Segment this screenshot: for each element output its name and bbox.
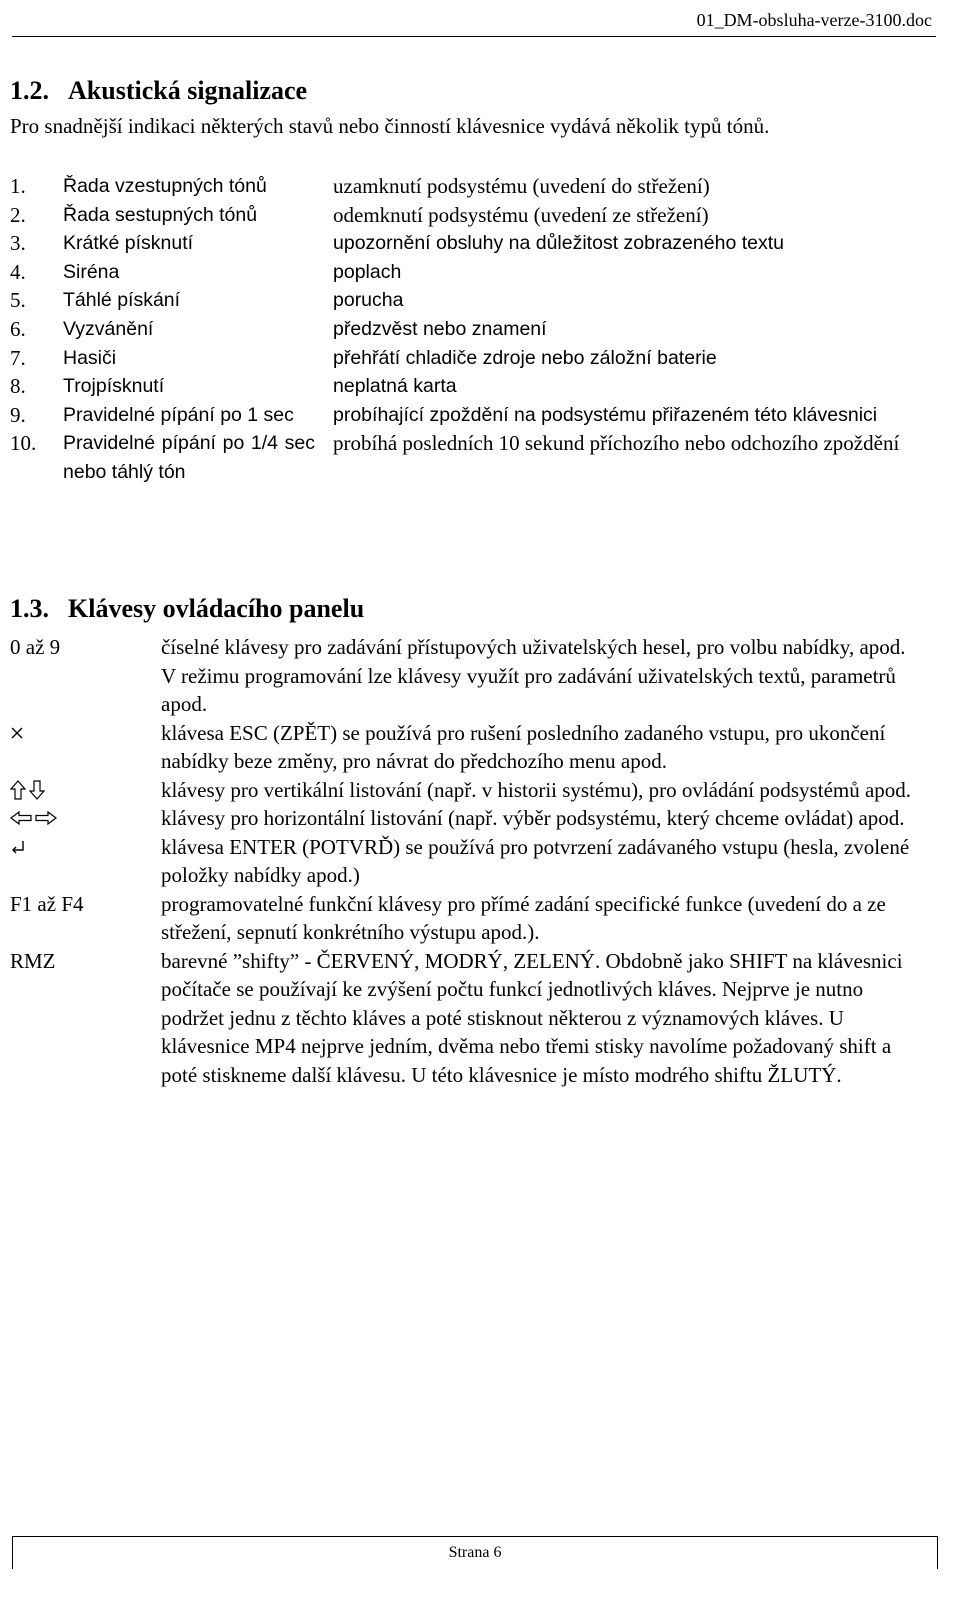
section-title-keys <box>10 594 364 624</box>
list-item <box>10 286 932 315</box>
item-number: 6. <box>10 316 26 341</box>
tone-name: Táhlé pískání <box>63 289 181 312</box>
item-number: 5. <box>10 288 26 313</box>
key-description: klávesa ESC (ZPĚT) se používá pro rušení posledního zadaného vstupu, pro ukončení nabídky beze změny, pro návrat do předchozího menu apod. <box>161 720 886 773</box>
tone-name: Řada vzestupných tónů <box>63 175 267 197</box>
tone-meaning: probíhá posledních 10 sekund příchozího nebo odchozího zpoždění <box>333 431 900 456</box>
list-item <box>10 172 932 201</box>
list-item <box>10 633 932 719</box>
arrow-up-icon <box>10 780 26 800</box>
arrow-right-icon <box>35 811 57 825</box>
tone-name: Siréna <box>63 260 120 283</box>
arrow-down-icon <box>29 780 45 800</box>
list-item <box>10 201 932 230</box>
list-item <box>10 258 932 287</box>
item-number: 9. <box>10 402 26 427</box>
tone-meaning: porucha <box>333 289 404 312</box>
page-footer <box>12 1536 938 1569</box>
page-number: Strana 6 <box>448 1544 502 1561</box>
item-number: 7. <box>10 345 26 370</box>
tone-meaning: předzvěst nebo znamení <box>333 317 547 340</box>
tone-meaning: poplach <box>333 260 402 283</box>
tone-name: Trojpísknutí <box>63 375 165 398</box>
section-title-text: Klávesy ovládacího panelu <box>68 594 365 623</box>
key-description: klávesy pro vertikální listování (např. v historii systému), pro ovládání podsystémů apod. <box>161 777 912 802</box>
section-title-text: Akustická signalizace <box>68 76 308 105</box>
list-item <box>10 401 932 430</box>
section-number: 1.3. <box>10 594 49 623</box>
key-label: F1 až F4 <box>10 891 84 916</box>
tone-name: Vyzvánění <box>63 317 154 340</box>
key-description: barevné ”shifty” - ČERVENÝ, MODRÝ, ZELENÝ. Obdobně jako SHIFT na klávesnici počítače se používají ke zvýšení počtu funkcí jednotlivých kláves. Nejprve je nutno podržet jednu z těchto kláves a poté stisknout některou z významových kláves. U klávesnice MP4 nejprve jedním, dvěma nebo třemi stisky navolíme požadovaný shift a poté stiskneme další klávesu. U této klávesnice je místo modrého shiftu ŽLUTÝ. <box>161 948 903 1087</box>
tone-meaning: probíhající zpoždění na podsystému přiřazeném této klávesnici <box>333 403 878 426</box>
list-item <box>10 776 932 805</box>
tone-meaning: neplatná karta <box>333 375 457 398</box>
list-item <box>10 344 932 373</box>
item-number: 1. <box>10 174 26 198</box>
enter-key <box>10 833 160 863</box>
key-label: 0 až 9 <box>10 635 61 659</box>
list-item <box>10 372 932 401</box>
tone-meaning: přehřátí chladiče zdroje nebo záložní baterie <box>333 346 717 369</box>
key-label: RMZ <box>10 948 56 973</box>
list-item <box>10 429 932 486</box>
tone-name: Hasiči <box>63 346 117 369</box>
item-number: 8. <box>10 374 26 399</box>
tone-list <box>10 172 932 487</box>
tone-meaning: odemknutí podsystému (uvedení ze střežení) <box>333 202 709 227</box>
list-item <box>10 229 932 258</box>
document-filename: 01_DM-obsluha-verze-3100.doc <box>696 10 932 30</box>
list-item <box>10 719 932 776</box>
key-description: klávesa ENTER (POTVRĎ) se používá pro potvrzení zadávaného vstupu (hesla, zvolené položky nabídky apod.) <box>161 834 910 887</box>
list-item <box>10 315 932 344</box>
list-item <box>10 947 932 1090</box>
tone-name: Řada sestupných tónů <box>63 203 258 226</box>
key-description: číselné klávesy pro zadávání přístupových uživatelských hesel, pro volbu nabídky, apod. V režimu programování lze klávesy využít pro zadávání uživatelských textů, parametrů apod. <box>161 635 906 716</box>
item-number: 10. <box>10 431 37 456</box>
item-number: 4. <box>10 259 26 284</box>
section-title-acoustic <box>10 76 307 106</box>
list-item <box>10 804 932 833</box>
tone-name: Krátké písknutí <box>63 232 194 255</box>
arrow-left-icon <box>10 811 32 825</box>
esc-key <box>10 719 160 748</box>
section-number: 1.2. <box>10 76 49 105</box>
key-list <box>10 633 932 1089</box>
tone-name: Pravidelné pípání po 1/4 sec nebo táhlý tón <box>63 432 315 483</box>
vertical-arrow-keys <box>10 776 160 808</box>
item-number: 2. <box>10 202 26 227</box>
page-header <box>12 6 936 37</box>
tone-meaning: uzamknutí podsystému (uvedení do střežení) <box>333 174 710 198</box>
section-intro: Pro snadnější indikaci některých stavů nebo činností klávesnice vydává několik typů tónů. <box>10 114 770 138</box>
enter-icon <box>10 839 26 855</box>
horizontal-arrow-keys <box>10 804 160 833</box>
list-item <box>10 833 932 890</box>
tone-name: Pravidelné pípání po 1 sec <box>63 403 294 426</box>
times-icon <box>10 726 24 740</box>
item-number: 3. <box>10 231 26 256</box>
tone-meaning: upozornění obsluhy na důležitost zobrazeného textu <box>333 232 784 255</box>
list-item <box>10 890 932 947</box>
key-description: programovatelné funkční klávesy pro přímé zadání specifické funkce (uvedení do a ze střežení, sepnutí konkrétního výstupu apod.). <box>161 891 886 944</box>
key-description: klávesy pro horizontální listování (např. výběr podsystému, který chceme ovládat) apod. <box>161 806 905 830</box>
